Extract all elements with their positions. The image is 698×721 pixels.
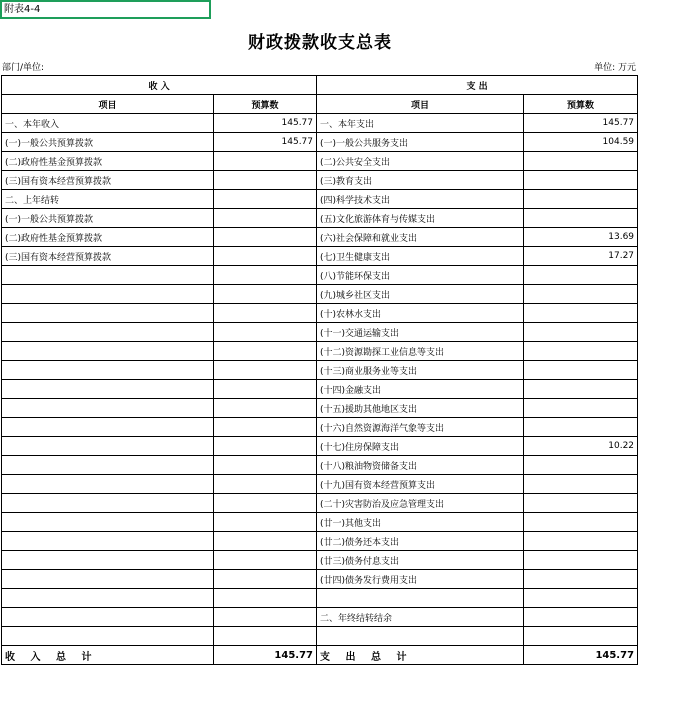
income-value-cell[interactable] (214, 570, 317, 589)
income-value-cell[interactable] (214, 342, 317, 361)
income-item-cell[interactable] (2, 342, 214, 361)
income-item-cell[interactable]: (三)国有资本经营预算拨款 (2, 171, 214, 190)
expense-value-cell[interactable] (524, 608, 638, 627)
income-value-cell[interactable] (214, 285, 317, 304)
expense-value-cell[interactable] (524, 361, 638, 380)
table-row (2, 285, 638, 304)
expense-item-cell[interactable]: (十二)资源勘探工业信息等支出 (317, 342, 524, 361)
expense-item-cell[interactable]: (十九)国有资本经营预算支出 (317, 475, 524, 494)
expense-item-cell[interactable]: (八)节能环保支出 (317, 266, 524, 285)
expense-item-cell[interactable]: (五)文化旅游体育与传媒支出 (317, 209, 524, 228)
table-row (2, 551, 638, 570)
income-value-cell[interactable] (214, 380, 317, 399)
income-value-cell[interactable] (214, 361, 317, 380)
table-row (2, 133, 638, 152)
income-value-cell[interactable] (214, 418, 317, 437)
income-item-cell[interactable] (2, 570, 214, 589)
expense-item-cell[interactable]: (廿三)债务付息支出 (317, 551, 524, 570)
table-row (2, 437, 638, 456)
expense-item-cell[interactable]: (廿四)债务发行费用支出 (317, 570, 524, 589)
income-value-cell[interactable] (214, 266, 317, 285)
table-row (2, 304, 638, 323)
income-item-cell[interactable]: (一)一般公共预算拨款 (2, 209, 214, 228)
table-row (2, 418, 638, 437)
income-item-cell[interactable] (2, 494, 214, 513)
income-value-cell[interactable]: 145.77 (214, 133, 317, 152)
expense-value-cell[interactable] (524, 323, 638, 342)
income-value-cell[interactable] (214, 551, 317, 570)
table-row (2, 209, 638, 228)
expense-value-cell[interactable]: 17.27 (524, 247, 638, 266)
dept-label: 部门/单位: (2, 63, 45, 73)
expense-item-cell[interactable] (317, 589, 524, 608)
expense-item-cell[interactable]: (十七)住房保障支出 (317, 437, 524, 456)
income-item-cell[interactable] (2, 627, 214, 646)
table-row (2, 570, 638, 589)
page-title: 财政拨款收支总表 (248, 33, 392, 53)
table-row (2, 190, 638, 209)
income-value-cell[interactable] (214, 437, 317, 456)
expense-value-cell[interactable] (524, 532, 638, 551)
income-item-cell[interactable]: (三)国有资本经营预算拨款 (2, 247, 214, 266)
table-row (2, 627, 638, 646)
expense-item-cell[interactable]: (四)科学技术支出 (317, 190, 524, 209)
expense-value-cell[interactable] (524, 171, 638, 190)
table-row (2, 475, 638, 494)
income-value-cell[interactable] (214, 323, 317, 342)
table-row (2, 114, 638, 133)
expense-section-header[interactable]: 支 出 (317, 76, 638, 95)
income-value-cell[interactable] (214, 399, 317, 418)
income-item-header[interactable]: 项目 (2, 95, 214, 114)
expense-value-cell[interactable] (524, 475, 638, 494)
expense-value-cell[interactable] (524, 513, 638, 532)
income-item-cell[interactable]: (二)政府性基金预算拨款 (2, 152, 214, 171)
income-item-cell[interactable] (2, 608, 214, 627)
table-row (2, 342, 638, 361)
income-item-cell[interactable] (2, 456, 214, 475)
income-item-cell[interactable] (2, 304, 214, 323)
table-row (2, 513, 638, 532)
expense-item-cell[interactable]: (十一)交通运输支出 (317, 323, 524, 342)
table-row (2, 228, 638, 247)
income-value-cell[interactable] (214, 475, 317, 494)
expense-item-header[interactable]: 项目 (317, 95, 524, 114)
expense-item-cell[interactable] (317, 627, 524, 646)
income-value-cell[interactable] (214, 589, 317, 608)
selected-cell-a1[interactable]: 附表4-4 (0, 0, 211, 19)
expense-value-cell[interactable] (524, 627, 638, 646)
expense-value-cell[interactable] (524, 551, 638, 570)
income-item-cell[interactable] (2, 437, 214, 456)
table-row (2, 399, 638, 418)
header-row-columns (2, 95, 638, 114)
income-item-cell[interactable] (2, 513, 214, 532)
expense-item-cell[interactable]: (十三)商业服务业等支出 (317, 361, 524, 380)
income-item-cell[interactable]: (一)一般公共预算拨款 (2, 133, 214, 152)
income-value-cell[interactable] (214, 304, 317, 323)
income-item-cell[interactable]: 二、上年结转 (2, 190, 214, 209)
income-budget-header[interactable]: 预算数 (214, 95, 317, 114)
expense-value-cell[interactable] (524, 152, 638, 171)
income-item-cell[interactable] (2, 399, 214, 418)
table-row (2, 171, 638, 190)
expense-value-cell[interactable] (524, 190, 638, 209)
income-item-cell[interactable] (2, 323, 214, 342)
expense-value-cell[interactable]: 13.69 (524, 228, 638, 247)
expense-value-cell[interactable] (524, 266, 638, 285)
expense-item-cell[interactable]: (廿二)债务还本支出 (317, 532, 524, 551)
expense-item-cell[interactable]: (十八)粮油物资储备支出 (317, 456, 524, 475)
expense-value-cell[interactable] (524, 304, 638, 323)
expense-total-value[interactable]: 145.77 (524, 646, 638, 665)
expense-item-cell[interactable]: (一)一般公共服务支出 (317, 133, 524, 152)
income-item-cell[interactable] (2, 475, 214, 494)
income-section-header[interactable]: 收 入 (2, 76, 317, 95)
income-value-cell[interactable] (214, 209, 317, 228)
income-total-value[interactable]: 145.77 (214, 646, 317, 665)
expense-item-cell[interactable]: (六)社会保障和就业支出 (317, 228, 524, 247)
table-row (2, 380, 638, 399)
income-item-cell[interactable] (2, 532, 214, 551)
expense-item-cell[interactable]: (九)城乡社区支出 (317, 285, 524, 304)
expense-value-cell[interactable] (524, 209, 638, 228)
income-value-cell[interactable]: 145.77 (214, 114, 317, 133)
income-item-cell[interactable] (2, 266, 214, 285)
expense-value-cell[interactable] (524, 570, 638, 589)
header-row-section (2, 76, 638, 95)
income-value-cell[interactable] (214, 532, 317, 551)
income-item-cell[interactable] (2, 285, 214, 304)
income-total-label[interactable]: 收 入 总 计 (2, 646, 214, 665)
table-row (2, 247, 638, 266)
income-item-cell[interactable] (2, 418, 214, 437)
income-value-cell[interactable] (214, 190, 317, 209)
table-row (2, 323, 638, 342)
unit-label: 单位: 万元 (594, 63, 636, 73)
expense-value-cell[interactable] (524, 589, 638, 608)
income-value-cell[interactable] (214, 247, 317, 266)
budget-table (1, 75, 638, 665)
expense-item-cell[interactable]: (十)农林水支出 (317, 304, 524, 323)
expense-item-cell[interactable]: (七)卫生健康支出 (317, 247, 524, 266)
expense-value-cell[interactable] (524, 494, 638, 513)
expense-item-cell[interactable]: (十四)金融支出 (317, 380, 524, 399)
expense-item-cell[interactable]: (二)公共安全支出 (317, 152, 524, 171)
expense-value-cell[interactable] (524, 399, 638, 418)
income-value-cell[interactable] (214, 152, 317, 171)
expense-item-cell[interactable]: (二十)灾害防治及应急管理支出 (317, 494, 524, 513)
expense-budget-header[interactable]: 预算数 (524, 95, 638, 114)
income-value-cell[interactable] (214, 171, 317, 190)
income-item-cell[interactable] (2, 361, 214, 380)
expense-item-cell[interactable]: 二、年终结转结余 (317, 608, 524, 627)
table-row (2, 152, 638, 171)
expense-item-cell[interactable]: (十五)援助其他地区支出 (317, 399, 524, 418)
income-value-cell[interactable] (214, 456, 317, 475)
income-value-cell[interactable] (214, 228, 317, 247)
expense-value-cell[interactable] (524, 380, 638, 399)
table-row (2, 361, 638, 380)
expense-item-cell[interactable]: (廿一)其他支出 (317, 513, 524, 532)
table-row (2, 456, 638, 475)
expense-value-cell[interactable]: 10.22 (524, 437, 638, 456)
table-row (2, 589, 638, 608)
expense-value-cell[interactable] (524, 418, 638, 437)
expense-value-cell[interactable]: 104.59 (524, 133, 638, 152)
income-item-cell[interactable]: 一、本年收入 (2, 114, 214, 133)
income-item-cell[interactable] (2, 551, 214, 570)
table-row (2, 266, 638, 285)
income-item-cell[interactable]: (二)政府性基金预算拨款 (2, 228, 214, 247)
expense-value-cell[interactable] (524, 285, 638, 304)
income-item-cell[interactable] (2, 380, 214, 399)
table-row (2, 532, 638, 551)
income-value-cell[interactable] (214, 608, 317, 627)
expense-item-cell[interactable]: 一、本年支出 (317, 114, 524, 133)
expense-item-cell[interactable]: (十六)自然资源海洋气象等支出 (317, 418, 524, 437)
expense-value-cell[interactable]: 145.77 (524, 114, 638, 133)
expense-value-cell[interactable] (524, 456, 638, 475)
expense-value-cell[interactable] (524, 342, 638, 361)
table-row (2, 494, 638, 513)
income-value-cell[interactable] (214, 627, 317, 646)
expense-total-label[interactable]: 支 出 总 计 (317, 646, 524, 665)
table-row (2, 608, 638, 627)
income-item-cell[interactable] (2, 589, 214, 608)
income-value-cell[interactable] (214, 513, 317, 532)
totals-row (2, 646, 638, 665)
income-value-cell[interactable] (214, 494, 317, 513)
expense-item-cell[interactable]: (三)教育支出 (317, 171, 524, 190)
